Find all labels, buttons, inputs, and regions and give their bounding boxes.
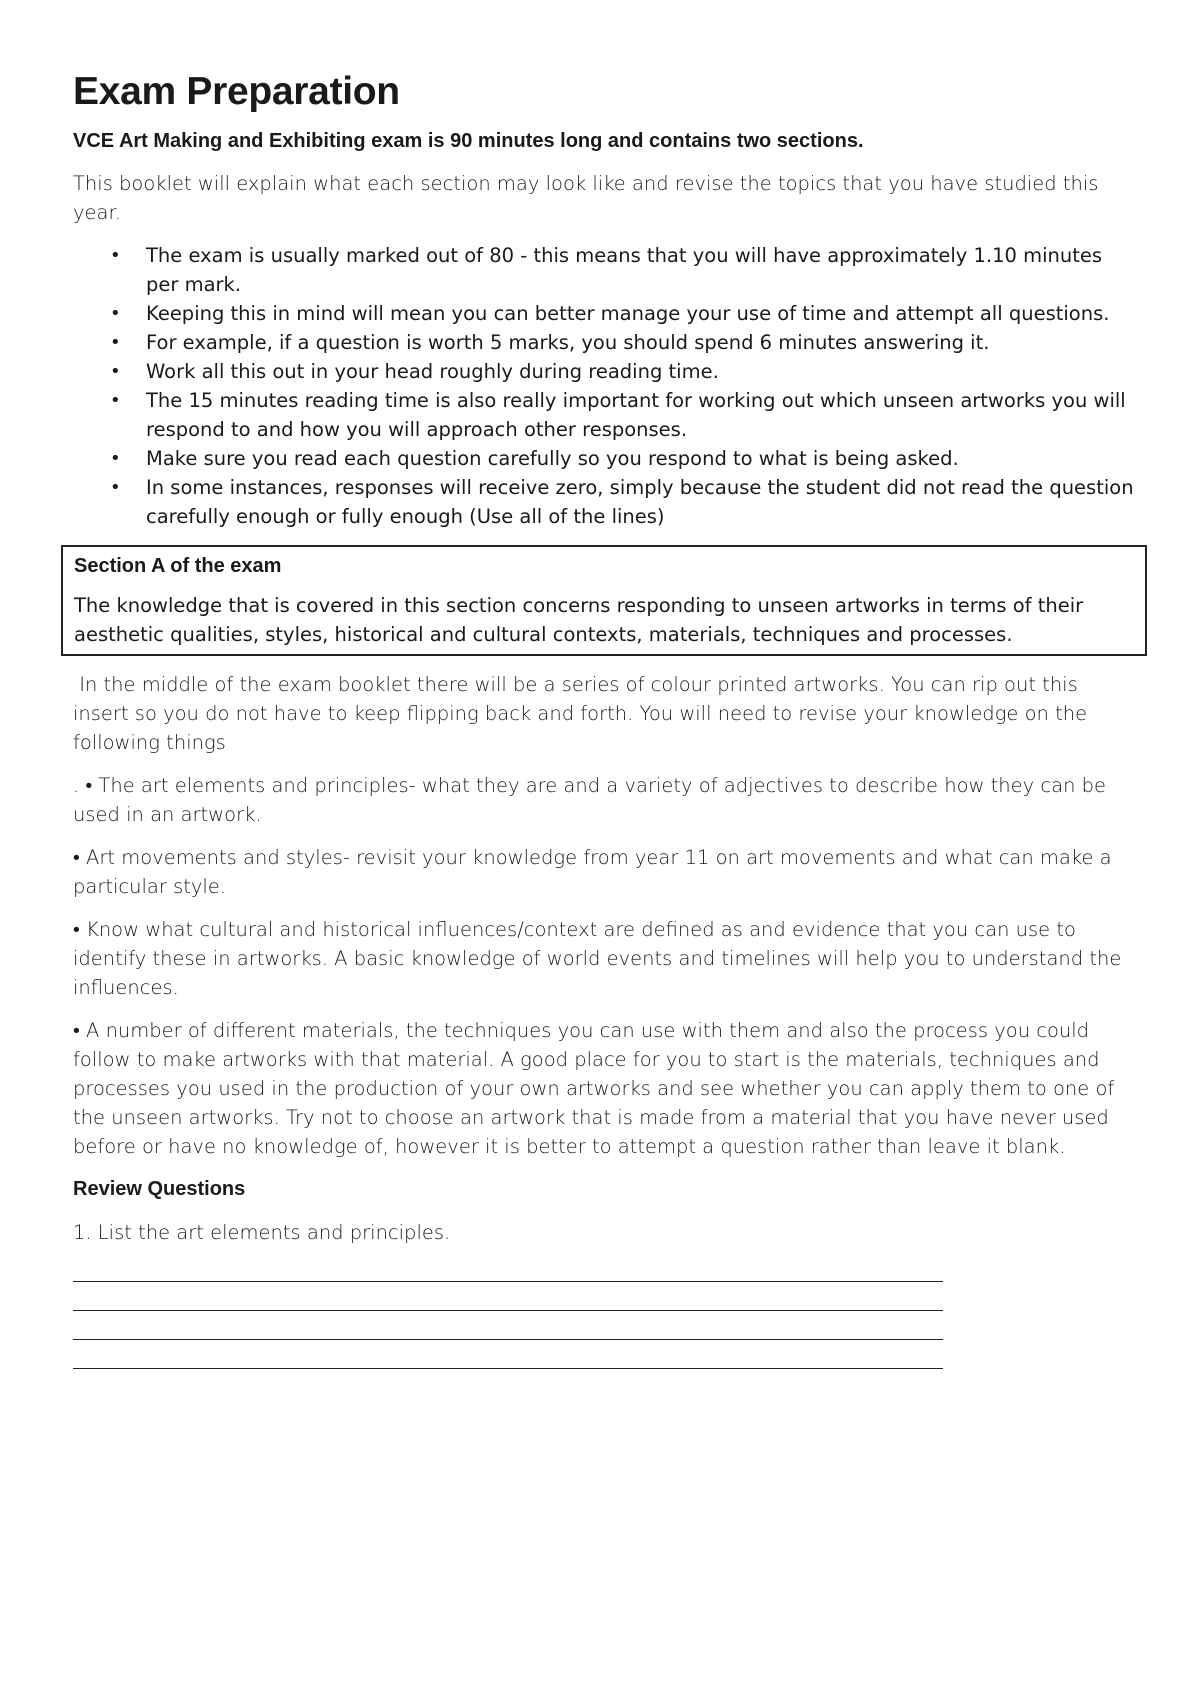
list-item-text: Work all this out in your head roughly during reading time.: [146, 360, 719, 383]
document-page: [73, 70, 1135, 1369]
list-item: [110, 241, 1135, 299]
exam-summary: VCE Art Making and Exhibiting exam is 90 minutes long and contains two sections.: [73, 130, 864, 152]
bullet-icon: •: [110, 361, 121, 382]
list-item-text: The 15 minutes reading time is also really important for working out which unseen artworks you will respond to and how you will approach other responses.: [146, 389, 1126, 441]
revision-point: . • The art elements and principles- what they are and a variety of adjectives to describe how they can be used in an artwork.: [73, 774, 1106, 826]
list-item: [110, 299, 1135, 328]
answer-line[interactable]: [73, 1282, 943, 1311]
bullet-icon: •: [110, 303, 121, 324]
bullet-icon: •: [110, 245, 121, 266]
answer-line[interactable]: [73, 1253, 943, 1282]
list-item: [110, 473, 1135, 531]
list-item: [110, 386, 1135, 444]
page-title: Exam Preparation: [73, 70, 400, 113]
bullet-icon: •: [110, 390, 121, 411]
list-item: [110, 444, 1135, 473]
section-a-heading: Section A of the exam: [74, 555, 282, 577]
answer-lines[interactable]: [73, 1253, 943, 1369]
intro-paragraph: This booklet will explain what each section may look like and revise the topics that you have studied this year.: [73, 172, 1099, 224]
section-a-text: The knowledge that is covered in this section concerns responding to unseen artworks in terms of their aesthetic qualities, styles, historical and cultural contexts, materials, techniques and processes.: [74, 594, 1084, 646]
review-questions-heading: Review Questions: [73, 1178, 246, 1200]
list-item-text: Make sure you read each question carefully so you respond to what is being asked.: [146, 447, 959, 470]
bullet-icon: •: [110, 448, 121, 469]
list-item-text: In some instances, responses will receive zero, simply because the student did not read the question carefully enough or fully enough (Use all of the lines): [146, 476, 1134, 528]
exam-tips-list: [73, 241, 1135, 531]
bullet-icon: •: [110, 332, 121, 353]
list-item-text: The exam is usually marked out of 80 - this means that you will have approximately 1.10 minutes per mark.: [146, 244, 1103, 296]
section-a-box: [61, 545, 1147, 656]
answer-line[interactable]: [73, 1311, 943, 1340]
middle-paragraph: In the middle of the exam booklet there will be a series of colour printed artworks. You can rip out this insert so you do not have to keep flipping back and forth. You will need to revise your knowledge on the following things: [73, 673, 1094, 754]
list-item-text: Keeping this in mind will mean you can better manage your use of time and attempt all questions.: [146, 302, 1110, 325]
list-item: [110, 328, 1135, 357]
revision-point: • A number of different materials, the techniques you can use with them and also the process you could follow to make artworks with that material. A good place for you to start is the materials, techniques and processes you used in the production of your own artworks and see whether you can apply them to one of the unseen artworks. Try not to choose an artwork that is made from a material that you have never used before or have no knowledge of, however it is better to attempt a question rather than leave it blank.: [73, 1019, 1115, 1158]
revision-point: • Art movements and styles- revisit your knowledge from year 11 on art movements and what can make a particular style.: [73, 846, 1112, 898]
answer-line[interactable]: [73, 1340, 943, 1369]
bullet-icon: •: [110, 477, 121, 498]
list-item: [110, 357, 1135, 386]
revision-point: • Know what cultural and historical influences/context are defined as and evidence that you can use to identify these in artworks. A basic knowledge of world events and timelines will help you to understand the influences.: [73, 918, 1122, 999]
list-item-text: For example, if a question is worth 5 marks, you should spend 6 minutes answering it.: [146, 331, 990, 354]
review-question-1: 1. List the art elements and principles.: [73, 1221, 451, 1244]
